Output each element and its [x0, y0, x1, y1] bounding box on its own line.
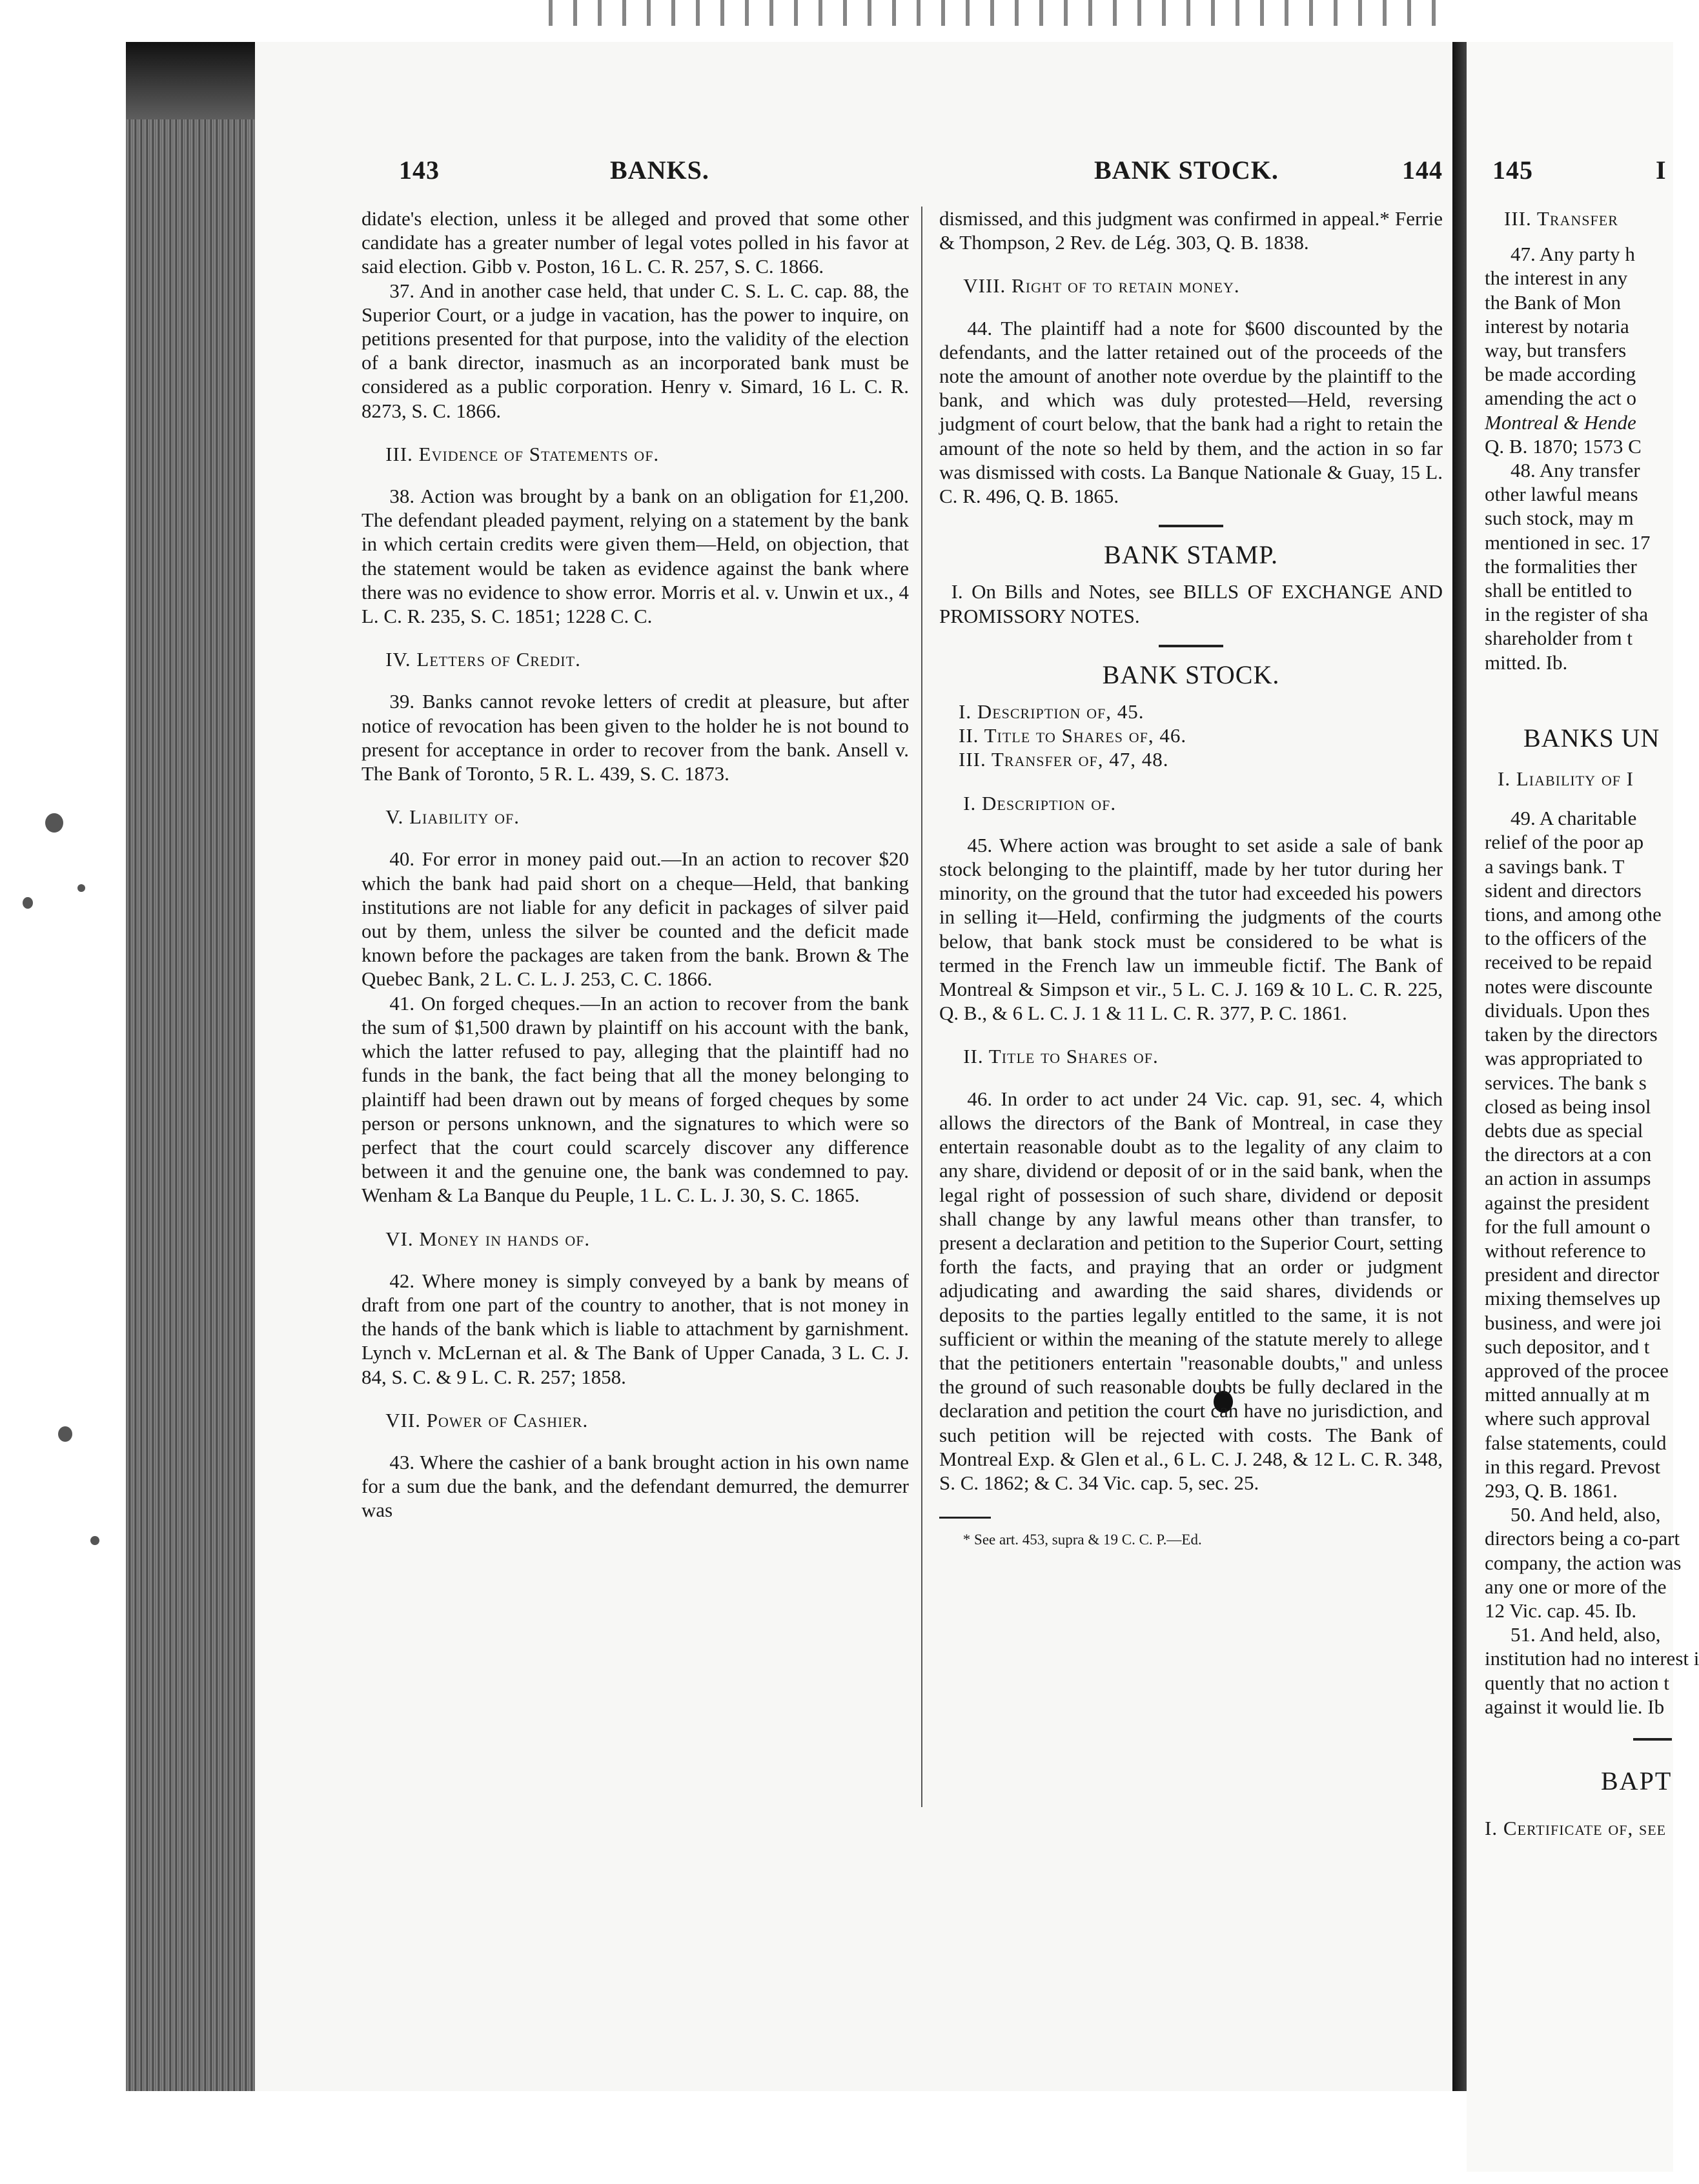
fragment-line: shall be entitled to — [1485, 579, 1633, 602]
fragment-line: services. The bank s — [1485, 1071, 1647, 1094]
fragment-line: quently that no action t — [1485, 1671, 1669, 1694]
fragment-line: mentioned in sec. 17 — [1485, 531, 1651, 554]
left-page-number: 143 — [399, 156, 440, 185]
title-bank-stamp: BANK STAMP. — [1103, 540, 1279, 570]
scan-speck — [77, 884, 85, 892]
fragment-line: 293, Q. B. 1861. — [1485, 1479, 1618, 1502]
next-page-column — [1485, 207, 1699, 1840]
section-heading-money: VI. Money in hands of. — [385, 1227, 591, 1250]
stamp-cross-reference: I. On Bills and Notes, see BILLS OF EXCHANGE AND PROMISSORY NOTES. — [939, 580, 1443, 627]
scan-speck — [23, 897, 33, 909]
left-column — [361, 207, 909, 1522]
fragment-line: company, the action was — [1485, 1551, 1682, 1574]
fragment-line: amending the act o — [1485, 387, 1636, 410]
fragment-line: Montreal & Hende — [1485, 410, 1636, 434]
title-bank-stock: BANK STOCK. — [1102, 660, 1280, 689]
paragraph-37: 37. And in another case held, that under C. S. L. C. cap. 88, the Superior Court, or a judge in vacation, has the power to inquire, on petitions presented for that purpose, into the validity of the election of a bank director, inasmuch as an incorporated bank must be considered as a public corporation. Henry v. Simard, 16 L. C. R. 8273, S. C. 1866. — [361, 279, 909, 422]
fragment-line: debts due as special — [1485, 1118, 1643, 1142]
fragment-line: shareholder from t — [1485, 627, 1633, 650]
paragraph-45: 45. Where action was brought to set aside a sale of bank stock belonging to the plaintiff, made by her tutor during her minority, on the ground that the tutor had exceeded his powers in selling it—Held, confirming the judgments of the courts below, that bank stock must be considered to be what is termed in the French law un immeuble fictif. The Bank of Montreal & Simpson et vir., 5 L. C. J. 169 & 10 L. C. R. 225, Q. B., & 6 L. C. J. 1 & 11 L. C. R. 377, P. C. 1861. — [939, 833, 1443, 1025]
fragment-line: 47. Any party h — [1511, 243, 1635, 266]
fragment-line: business, and were joi — [1485, 1311, 1662, 1334]
section-heading-retain: VIII. Right of to retain money. — [963, 274, 1240, 298]
fragment-line: the formalities ther — [1485, 554, 1637, 578]
fragment-line: such depositor, and t — [1485, 1335, 1650, 1358]
scan-speck — [58, 1426, 72, 1442]
fragment-line: mitted annually at m — [1485, 1383, 1650, 1406]
fragment-line: 12 Vic. cap. 45. Ib. — [1485, 1599, 1637, 1622]
fragment-line: 49. A charitable — [1511, 807, 1637, 830]
paragraph-39: 39. Banks cannot revoke letters of credit at pleasure, but after notice of revocation has been given to the holder he is not bound to present for acceptance in order to recover from the bank. Ansell v. The Bank of Toronto, 5 R. L. 439, S. C. 1873. — [361, 690, 909, 785]
fragment-line: in this regard. Prevost — [1485, 1455, 1661, 1478]
paragraph-43-cont: dismissed, and this judgment was confirmed in appeal.* Ferrie & Thompson, 2 Rev. de Lég. 303, Q. B. 1838. — [939, 207, 1443, 254]
page-gutter — [1452, 42, 1467, 2091]
fragment-line: against it would lie. Ib — [1485, 1695, 1665, 1718]
section-heading-cashier: VII. Power of Cashier. — [385, 1408, 589, 1431]
fragment-line: 50. And held, also, — [1511, 1503, 1661, 1526]
column-divider — [921, 207, 922, 1807]
fragment-line: to the officers of the — [1485, 927, 1647, 950]
title-banks-un: BANKS UN — [1523, 723, 1660, 753]
fragment-line: closed as being insol — [1485, 1095, 1651, 1118]
paragraph-38: 38. Action was brought by a bank on an obligation for £1,200. The defendant pleaded payment, relying on a statement by the bank in which certain credits were given them—Held, on objection, that the statement would be taken as evidence against the bank where there was no evidence to show error. Morris et al. v. Unwin et ux., 4 L. C. R. 235, S. C. 1851; 1228 C. C. — [361, 485, 909, 628]
title-bapt: BAPT — [1601, 1766, 1673, 1795]
title-rule — [1159, 645, 1223, 647]
footnote-rule — [939, 1517, 991, 1519]
fragment-line: notes were discounte — [1485, 975, 1653, 998]
section-heading-description: I. Description of. — [963, 791, 1117, 814]
fragment-line: mixing themselves up — [1485, 1287, 1661, 1310]
fragment-line: 51. And held, also, — [1511, 1623, 1661, 1646]
book-fore-edge — [126, 42, 255, 2091]
section-heading-letters: IV. Letters of Credit. — [385, 648, 581, 671]
fragment-line: III. Transfer — [1504, 207, 1618, 230]
fragment-line: tions, and among othe — [1485, 903, 1662, 926]
section-heading-evidence: III. Evidence of Statements of. — [385, 442, 660, 465]
fragment-line: without reference to — [1485, 1239, 1646, 1262]
middle-column — [939, 207, 1443, 1552]
toc-item: II. Title to Shares of, 46. — [959, 724, 1187, 747]
fragment-line: for the full amount o — [1485, 1215, 1651, 1238]
fragment-line: sident and directors — [1485, 878, 1642, 902]
fragment-line: against the president — [1485, 1191, 1649, 1214]
fragment-line: directors being a co-part — [1485, 1527, 1680, 1550]
scan-speck — [45, 813, 63, 833]
toc-item: I. Description of, 45. — [959, 700, 1145, 723]
left-running-title: BANKS. — [610, 156, 709, 185]
right-page-number: 144 — [1402, 156, 1443, 185]
scan-edge-noise — [549, 0, 1452, 26]
fragment-line: received to be repaid — [1485, 951, 1653, 974]
scan-speck — [90, 1536, 99, 1545]
fragment-line: mitted. Ib. — [1485, 651, 1568, 674]
paragraph-36-cont: didate's election, unless it be alleged and proved that some other candidate has a greater number of legal votes polled in his favor at said election. Gibb v. Poston, 16 L. C. R. 257, S. C. 1866. — [361, 207, 909, 278]
fragment-line: the Bank of Mon — [1485, 290, 1621, 314]
footnote: * See art. 453, supra & 19 C. C. P.—Ed. — [962, 1532, 1202, 1548]
fragment-heading: I. Certificate of, see — [1485, 1817, 1667, 1840]
fragment-line: any one or more of the — [1485, 1575, 1667, 1598]
next-page-number: 145 — [1492, 156, 1533, 185]
fragment-line: false statements, could — [1485, 1431, 1667, 1454]
toc-item: III. Transfer of, 47, 48. — [959, 748, 1169, 771]
fragment-heading: I. Liability of I — [1498, 767, 1634, 791]
fragment-line: 48. Any transfer — [1511, 459, 1640, 482]
fragment-line: be made according — [1485, 363, 1636, 386]
fragment-line: taken by the directors — [1485, 1023, 1658, 1046]
stock-contents — [959, 700, 1443, 772]
fragment-line: in the register of sha — [1485, 603, 1649, 626]
paragraph-44: 44. The plaintiff had a note for $600 discounted by the defendants, and the latter retained out of the proceeds of the note the amount of another note overdue by the plaintiff to the bank, and which was duly protested—Held, reversing judgment of court below, that the bank had a right to retain the amount of the note so held by them, and the action in so far was dismissed with costs. La Banque Nationale & Guay, 15 L. C. R. 496, Q. B. 1865. — [939, 316, 1443, 508]
paragraph-40: 40. For error in money paid out.—In an action to recover $20 which the bank had paid short on a cheque—Held, that banking institutions are not liable for any deficit in packages of silver paid out by them, unless the silver be counted and the deficit made known before the packages are taken from the bank. Brown & The Quebec Bank, 2 L. C. L. J. 253, C. C. 1866. — [361, 847, 909, 991]
next-running-title: I — [1656, 156, 1667, 185]
paragraph-42: 42. Where money is simply conveyed by a bank by means of draft from one part of the country to another, that is not money in the hands of the bank which is liable to attachment by garnishment. Lynch v. McLernan et al. & The Bank of Upper Canada, 3 L. C. J. 84, S. C. & 9 L. C. R. 257; 1858. — [361, 1269, 909, 1388]
fragment-line: the interest in any — [1485, 267, 1628, 290]
fragment-line: approved of the procee — [1485, 1359, 1669, 1382]
fragment-line: institution had no interest i — [1485, 1647, 1699, 1670]
fragment-line: dividuals. Upon thes — [1485, 998, 1650, 1022]
fragment-line: way, but transfers — [1485, 339, 1627, 362]
right-running-title: BANK STOCK. — [1094, 156, 1279, 185]
paragraph-46: 46. In order to act under 24 Vic. cap. 91, sec. 4, which allows the directors of the Bank of Montreal, in case they entertain reasonable doubt as to the legality of any claim to any share, dividend or deposit of or in the said bank, when the legal right of possession of such share, dividend or deposit shall change by any lawful means other than transfer, to present a declaration and petition to the Superior Court, setting forth the facts, and praying that an order or judgment adjudicating and awarding the said shares, dividends or deposits to the parties legally entitled to the same, it is not sufficient or within the meaning of the statute merely to allege that the petitioners entertain "reasonable doubts," and unless the ground of such reasonable doubts be fully declared in the declaration and petition the court can have no jurisdiction, and such petition will be rejected with costs. The Bank of Montreal Exp. & Glen et al., 6 L. C. J. 248, & 12 L. C. R. 348, S. C. 1862; & C. 34 Vic. cap. 5, sec. 25. — [939, 1087, 1443, 1494]
fragment-line: relief of the poor ap — [1485, 831, 1644, 854]
fragment-line: was appropriated to — [1485, 1047, 1643, 1070]
fragment-line: other lawful means — [1485, 483, 1638, 506]
fragment-line: such stock, may m — [1485, 507, 1634, 530]
fragment-line: the directors at a con — [1485, 1143, 1652, 1166]
fragment-line: an action in assumps — [1485, 1167, 1651, 1190]
section-heading-title-to-shares: II. Title to Shares of. — [963, 1045, 1159, 1068]
fragment-line: where such approval — [1485, 1407, 1651, 1430]
paragraph-41: 41. On forged cheques.—In an action to recover from the bank the sum of $1,500 drawn by plaintiff on his account with the bank, which the latter refused to pay, alleging that the plaintiff had no funds in the bank, the fact being that all the money belonging to plaintiff had been drawn out by means of forged cheques by some person or persons unknown, and the signatures to which were so perfect that the court could scarcely discover any difference between it and the genuine one, the bank was condemned to pay. Wenham & La Banque du Peuple, 1 L. C. L. J. 30, S. C. 1865. — [361, 991, 909, 1207]
fragment-line: Q. B. 1870; 1573 C — [1485, 434, 1642, 458]
paragraph-43: 43. Where the cashier of a bank brought action in his own name for a sum due the bank, and the defendant demurred, the demurrer was — [361, 1450, 909, 1522]
fragment-line: president and director — [1485, 1263, 1660, 1286]
fragment-line: a savings bank. T — [1485, 854, 1625, 878]
title-rule — [1159, 525, 1223, 527]
fragment-line: interest by notaria — [1485, 314, 1629, 338]
section-heading-liability: V. Liability of. — [385, 805, 520, 829]
